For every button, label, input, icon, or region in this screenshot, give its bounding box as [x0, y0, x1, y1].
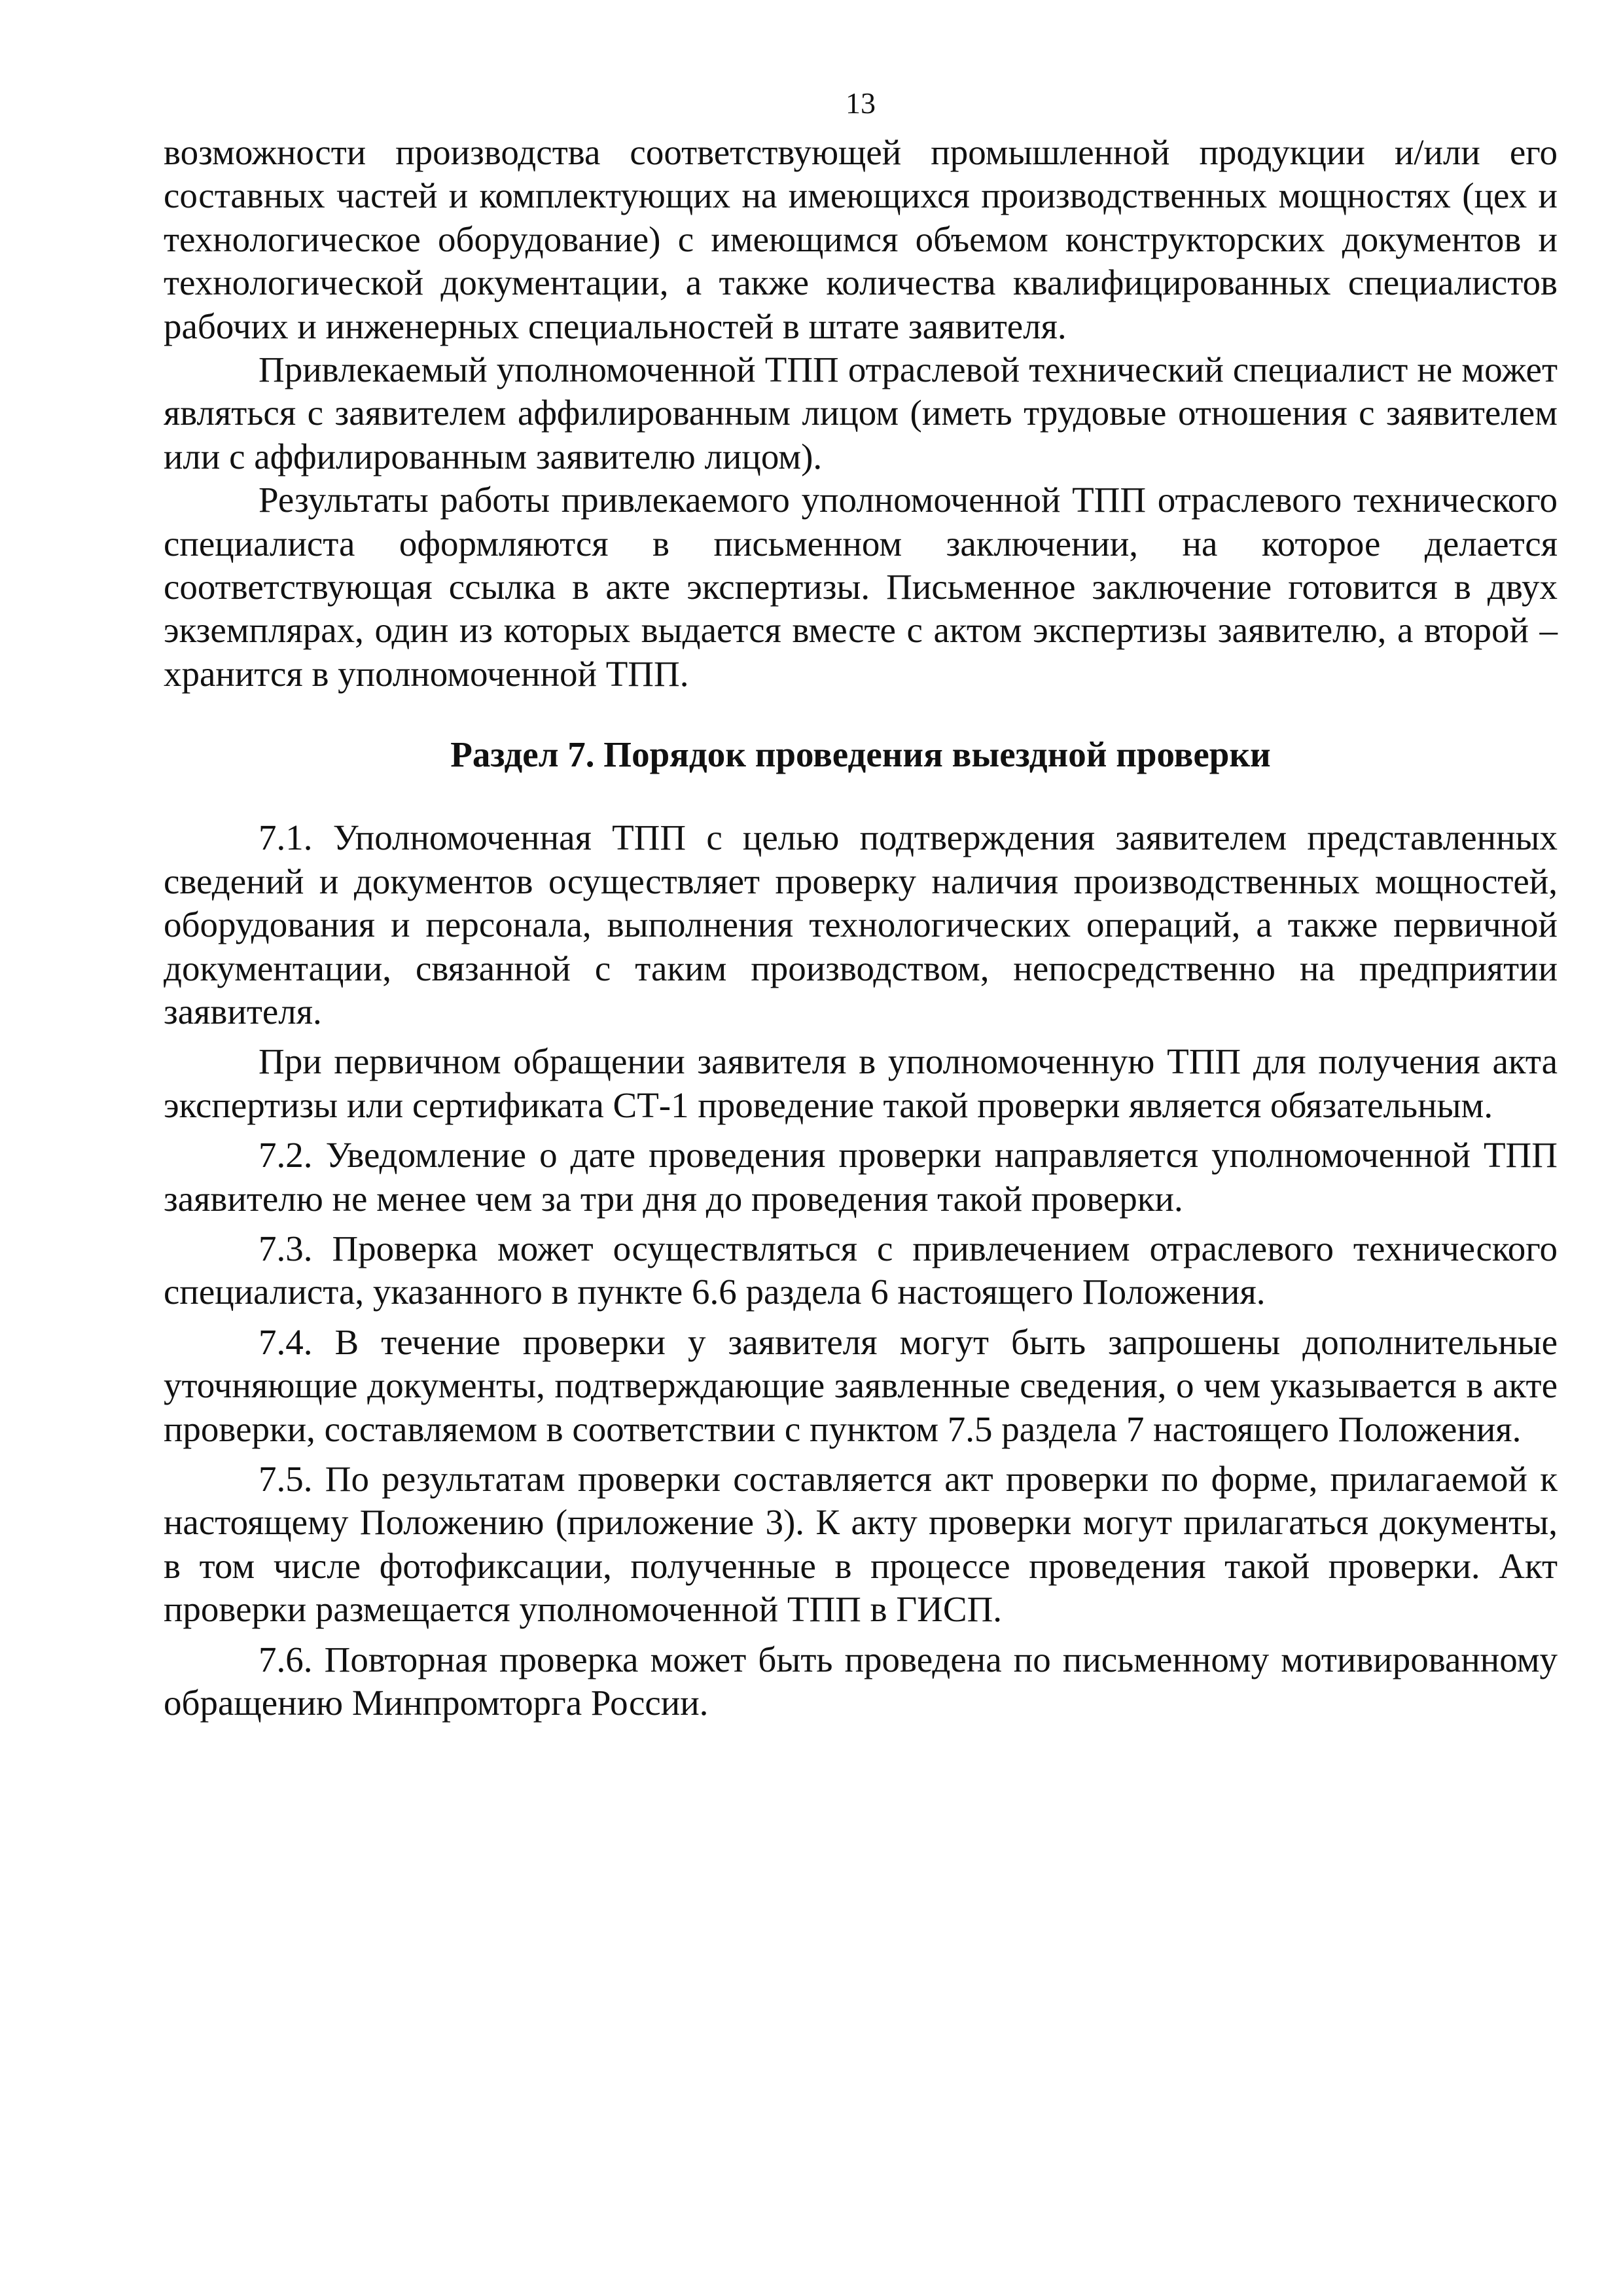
intro-paragraph-3: Результаты работы привлекаемого уполномоченной ТПП отраслевого технического специалиста оформляются в письменном заключении, на которое делается соответствующая ссылка в акте экспертизы. Письменное заключение готовится в двух экземплярах, один из которых выдается вместе с актом экспертизы заявителю, а второй – хранится в уполномоченной ТПП.	[164, 480, 1558, 694]
item-7-5: 7.5. По результатам проверки составляется акт проверки по форме, прилагаемой к настоящему Положению (приложение 3). К акту проверки могут прилагаться документы, в том числе фотофиксации, полученные в процессе проведения такой проверки. Акт проверки размещается уполномоченной ТПП в ГИСП.	[164, 1458, 1558, 1630]
item-7-1: 7.1. Уполномоченная ТПП с целью подтверждения заявителем представленных сведений и документов осуществляет проверку наличия производственных мощностей, оборудования и персонала, выполнения технологических операций, а также первичной документации, связанной с таким производством, непосредственно на предприятии заявителя.	[164, 817, 1558, 1031]
page-number: 13	[846, 86, 876, 120]
item-7-6: 7.6. Повторная проверка может быть проведена по письменному мотивированному обращению Минпромторга России.	[164, 1639, 1558, 1723]
intro-paragraph-2: Привлекаемый уполномоченной ТПП отраслевой технический специалист не может являться с заявителем аффилированным лицом (иметь трудовые отношения с заявителем или с аффилированным заявителю лицом).	[164, 350, 1558, 476]
section-title: Раздел 7. Порядок проведения выездной проверки	[450, 734, 1271, 775]
document-page	[164, 84, 1558, 1725]
intro-paragraph-1: возможности производства соответствующей промышленной продукции и/или его составных частей и комплектующих на имеющихся производственных мощностях (цех и технологическое оборудование) с имеющимся объемом конструкторских документов и технологической документации, а также количества квалифицированных специалистов рабочих и инженерных специальностей в штате заявителя.	[164, 132, 1558, 346]
item-7-1-continuation: При первичном обращении заявителя в уполномоченную ТПП для получения акта экспертизы или сертификата СТ-1 проведение такой проверки является обязательным.	[164, 1041, 1558, 1125]
item-7-2: 7.2. Уведомление о дате проведения проверки направляется уполномоченной ТПП заявителю не менее чем за три дня до проведения такой проверки.	[164, 1135, 1558, 1219]
item-7-3: 7.3. Проверка может осуществляться с привлечением отраслевого технического специалиста, указанного в пункте 6.6 раздела 6 настоящего Положения.	[164, 1228, 1558, 1312]
item-7-4: 7.4. В течение проверки у заявителя могут быть запрошены дополнительные уточняющие документы, подтверждающие заявленные сведения, о чем указывается в акте проверки, составляемом в соответствии с пунктом 7.5 раздела 7 настоящего Положения.	[164, 1321, 1558, 1449]
